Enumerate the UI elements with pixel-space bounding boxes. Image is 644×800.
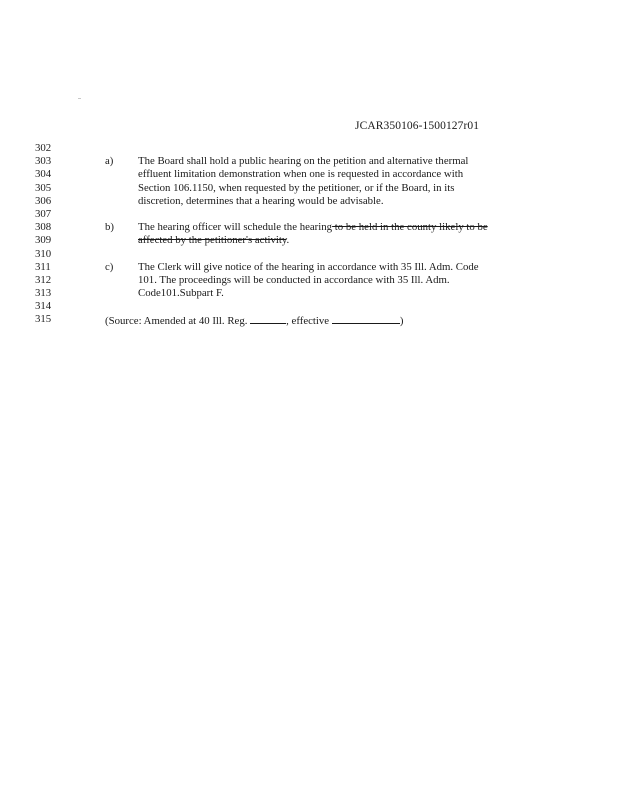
text-line <box>0 221 644 234</box>
text-line <box>0 261 644 274</box>
text-line <box>0 142 644 155</box>
line-text: discretion, determines that a hearing would be advisable. <box>138 194 384 207</box>
line-number: 310 <box>35 247 52 260</box>
subsection-label-a: a) <box>105 155 114 168</box>
subsection-label-b: b) <box>105 221 114 234</box>
text-line <box>0 234 644 247</box>
line-text: 101. The proceedings will be conducted in accordance with 35 Ill. Adm. <box>138 273 450 286</box>
text-line <box>0 287 644 300</box>
text-line <box>0 155 644 168</box>
struck-text: affected by the petitioner's activity <box>138 234 287 247</box>
source-suffix: ) <box>399 315 404 328</box>
line-number: 309 <box>35 234 52 247</box>
subsection-label-c: c) <box>105 260 114 273</box>
scan-speck <box>78 98 81 99</box>
line-text: Code101.Subpart F. <box>138 287 224 300</box>
line-number: 306 <box>35 194 52 207</box>
document-id: JCAR350106-1500127r01 <box>355 120 480 132</box>
retained-text: The hearing officer will schedule the hearing <box>138 221 333 234</box>
retained-text: . <box>286 234 290 247</box>
source-prefix: (Source: Amended at 40 Ill. Reg. <box>105 315 251 328</box>
line-number: 314 <box>35 300 52 313</box>
text-line <box>0 300 644 313</box>
effective-date-blank <box>332 313 400 324</box>
source-note-line <box>0 313 644 326</box>
line-number: 312 <box>35 273 52 286</box>
line-number: 302 <box>35 142 52 154</box>
line-text <box>138 221 488 234</box>
source-note <box>105 313 403 328</box>
line-number: 303 <box>35 155 52 168</box>
text-line <box>0 208 644 221</box>
line-text: The Clerk will give notice of the hearing in accordance with 35 Ill. Adm. Code <box>138 260 479 273</box>
text-line <box>0 168 644 181</box>
line-text: The Board shall hold a public hearing on the petition and alternative thermal <box>138 155 469 168</box>
line-number: 307 <box>35 207 52 220</box>
source-middle: , effective <box>286 315 332 328</box>
line-number: 313 <box>35 287 52 300</box>
line-number: 304 <box>35 168 52 181</box>
line-number: 305 <box>35 181 52 194</box>
line-number: 315 <box>35 313 52 326</box>
line-number: 308 <box>35 221 52 234</box>
line-text: Section 106.1150, when requested by the petitioner, or if the Board, in its <box>138 181 455 194</box>
line-number: 311 <box>35 260 51 273</box>
register-blank <box>250 313 286 324</box>
line-text <box>138 234 289 247</box>
line-numbered-text <box>0 142 644 327</box>
text-line <box>0 182 644 195</box>
text-line <box>0 248 644 261</box>
text-line <box>0 195 644 208</box>
struck-text: to be held in the county likely to be <box>332 221 488 234</box>
line-text: effluent limitation demonstration when one is requested in accordance with <box>138 168 464 181</box>
text-line <box>0 274 644 287</box>
